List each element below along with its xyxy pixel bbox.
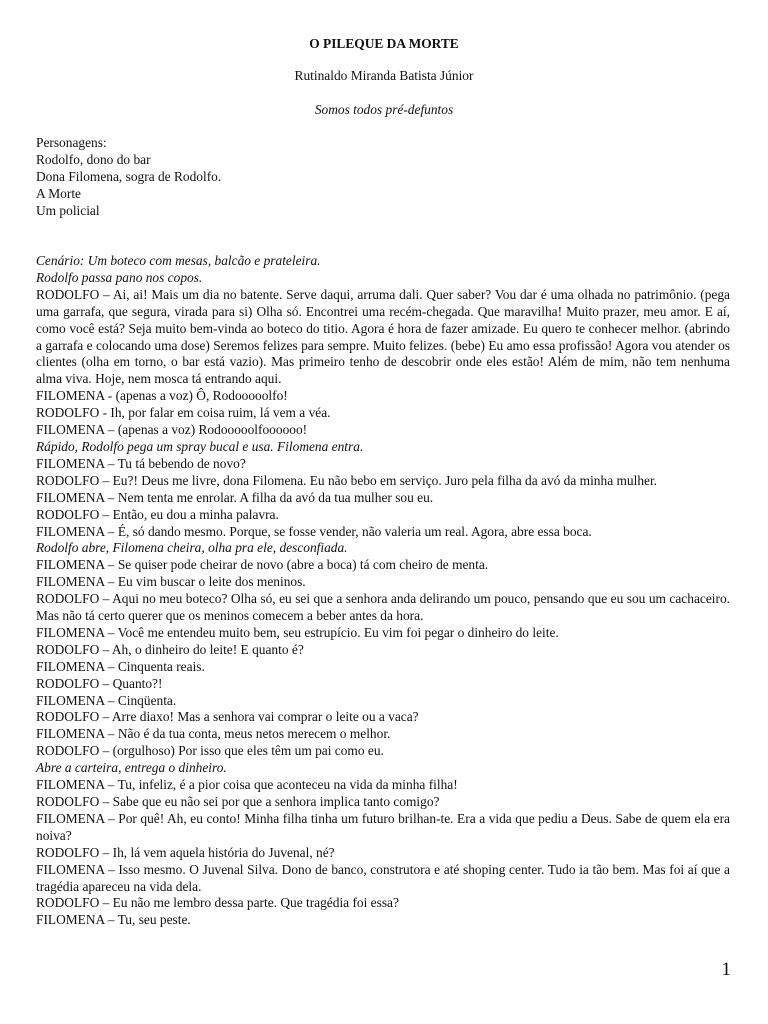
dialogue-line: RODOLFO – Ih, lá vem aquela história do Juvenal, né? [36,844,335,860]
page-number: 1 [721,959,731,980]
script-body [36,253,730,929]
stage-direction: Rápido, Rodolfo pega um spray bucal e usa. Filomena entra. [36,438,364,454]
dialogue-line: FILOMENA – Se quiser pode cheirar de novo (abre a boca) tá com cheiro de menta. [36,557,489,573]
document-title: O PILEQUE DA MORTE [309,36,459,51]
character-item: Um policial [36,202,100,218]
character-item: Rodolfo, dono do bar [36,151,151,167]
dialogue-line: RODOLFO – Eu não me lembro dessa parte. Que tragédia foi essa? [36,895,399,911]
dialogue-line: FILOMENA – Eu vim buscar o leite dos meninos. [36,574,306,590]
dialogue-line: RODOLFO – Eu?! Deus me livre, dona Filomena. Eu não bebo em serviço. Juro pela filha da avó da minha mulher. [36,472,658,488]
character-item: A Morte [36,185,82,201]
dialogue-line: RODOLFO – Ah, o dinheiro do leite! E quanto é? [36,641,304,657]
character-list-heading: Personagens: [36,135,107,150]
dialogue-line: RODOLFO – Quanto?! [36,675,163,691]
dialogue-line: FILOMENA – Tu, infeliz, é a pior coisa que aconteceu na vida da minha filha! [36,777,458,793]
dialogue-line: RODOLFO – Arre diaxo! Mas a senhora vai comprar o leite ou a vaca? [36,709,419,725]
dialogue-line: FILOMENA – Cinquenta reais. [36,658,205,674]
dialogue-line: FILOMENA – (apenas a voz) Rodooooolfoooooo! [36,422,308,438]
dialogue-line: RODOLFO – Então, eu dou a minha palavra. [36,506,279,522]
dialogue-line: FILOMENA – Você me entendeu muito bem, seu estrupício. Eu vim foi pegar o dinheiro do leite. [36,624,559,640]
dialogue-line: RODOLFO - Ih, por falar em coisa ruim, lá vem a véa. [36,405,331,421]
dialogue-line: RODOLFO – (orgulhoso) Por isso que eles têm um pai como eu. [36,743,384,759]
dialogue-line: FILOMENA – Por quê! Ah, eu conto! Minha filha tinha um futuro brilhan-te. Era a vida que pediu a Deus. Sabe de quem ela era noiva? [36,810,730,843]
dialogue-line: FILOMENA – Tu tá bebendo de novo? [36,455,246,471]
dialogue-line: RODOLFO – Aqui no meu boteco? Olha só, eu sei que a senhora anda delirando um pouco, pensando que eu sou um cachaceiro. Mas não tá certo querer que os meninos comecem a beber antes da hora. [36,591,730,624]
dialogue-line: FILOMENA – Isso mesmo. O Juvenal Silva. Dono de banco, construtora e até shoping center. Tudo ia tão bem. Mas foi aí que a tragédia apareceu na vida dela. [36,861,730,894]
stage-direction: Rodolfo abre, Filomena cheira, olha pra ele, desconfiada. [36,540,348,556]
dialogue-line: FILOMENA - (apenas a voz) Ô, Rodooooolfo! [36,388,288,404]
author-name: Rutinaldo Miranda Batista Júnior [294,68,474,83]
character-item: Dona Filomena, sogra de Rodolfo. [36,168,222,184]
epigraph: Somos todos pré-defuntos [314,102,454,117]
stage-direction: Cenário: Um boteco com mesas, balcão e prateleira. [36,253,321,268]
dialogue-line: FILOMENA – Cinqüenta. [36,692,177,708]
dialogue-line: FILOMENA – É, só dando mesmo. Porque, se fosse vender, não valeria um real. Agora, abre essa boca. [36,523,592,539]
stage-direction: Abre a carteira, entrega o dinheiro. [36,760,227,776]
dialogue-line: FILOMENA – Tu, seu peste. [36,912,191,928]
dialogue-line: FILOMENA – Não é da tua conta, meus netos merecem o melhor. [36,726,391,742]
dialogue-line: RODOLFO – Sabe que eu não sei por que a senhora implica tanto comigo? [36,794,440,809]
stage-direction: Rodolfo passa pano nos copos. [36,269,203,285]
dialogue-line: RODOLFO – Ai, ai! Mais um dia no batente. Serve daqui, arruma dali. Quer saber? Vou dar é uma olhada no patrimônio. (pega uma garrafa, que segura, virada para si) Olha só. Encontrei uma recém-chegada. Que maravilha! Muito prazer, meu amor. E aí, como você está? Seja muito bem-vinda ao boteco do titio. Agora é hora de fazer amizade. Eu quero te conhecer melhor. (abrindo a garrafa e colocando uma dose) Seremos felizes para sempre. Muito felizes. (bebe) Eu amo essa profissão! Agora vou atender os clientes (olha em torno, o bar está vazio). Mas primeiro tenho de descobrir onde eles estão! Além de mim, não tem nenhuma alma viva. Hoje, nem mosca tá entrando aqui. [36,286,730,387]
character-list [36,135,221,220]
dialogue-line: FILOMENA – Nem tenta me enrolar. A filha da avó da tua mulher sou eu. [36,489,434,505]
